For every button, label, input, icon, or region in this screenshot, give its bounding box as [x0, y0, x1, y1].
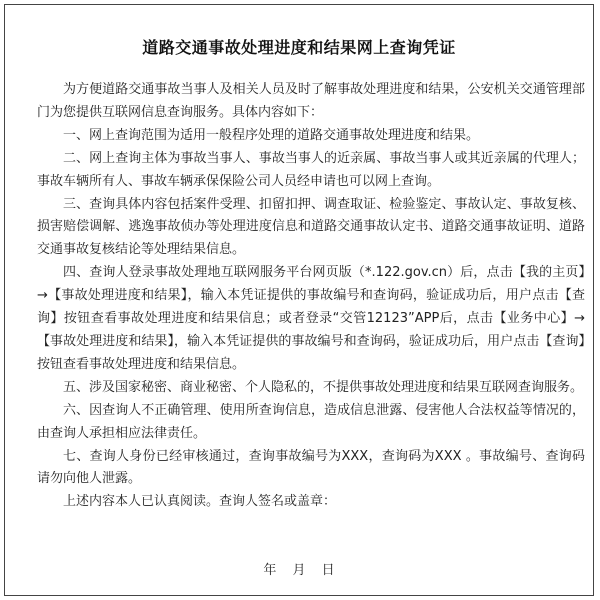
clause-6-liability: 六、因查询人不正确管理、使用所查询信息，造成信息泄露、侵害他人合法权益等情况的，由查询人承担相应法律责任。 [37, 402, 585, 441]
clause-7-credentials: 七、查询人身份已经审核通过，查询事故编号为XXX，查询码为XXX 。事故编号、查询码请勿向他人泄露。 [37, 448, 585, 487]
document-page [4, 4, 594, 596]
clause-5-exclusions: 五、涉及国家秘密、商业秘密、个人隐私的，不提供事故处理进度和结果互联网查询服务。 [63, 379, 584, 395]
signature-statement: 上述内容本人已认真阅读。查询人签名或盖章： [63, 494, 337, 510]
document-body [37, 79, 585, 514]
clause-3-content: 三、查询具体内容包括案件受理、扣留扣押、调查取证、检验鉴定、事故认定、事故复核、损害赔偿调解、逃逸事故侦办等处理进度信息和道路交通事故认定书、道路交通事故证明、道路交通事故复核结论等处理结果信息。 [37, 196, 585, 258]
clause-4-procedure: 四、查询人登录事故处理地互联网服务平台网页版（*.122.gov.cn）后，点击【我的主页】→【事故处理进度和结果】，输入本凭证提供的事故编号和查询码，验证成功后，用户点击【查询】按钮查看事故处理进度和结果信息；或者登录“交管12123”APP后，点击【业务中心】→【事故处理进度和结果】，输入本凭证提供的事故编号和查询码，验证成功后，用户点击【查询】按钮查看事故处理进度和结果信息。 [37, 265, 585, 372]
clause-1-scope: 一、网上查询范围为适用一般程序处理的道路交通事故处理进度和结果。 [63, 127, 480, 143]
document-title: 道路交通事故处理进度和结果网上查询凭证 [142, 38, 456, 57]
intro-paragraph: 为方便道路交通事故当事人及相关人员及时了解事故处理进度和结果，公安机关交通管理部门为您提供互联网信息查询服务。具体内容如下： [37, 82, 585, 120]
clause-2-subjects: 二、网上查询主体为事故当事人、事故当事人的近亲属、事故当事人或其近亲属的代理人；事故车辆所有人、事故车辆承保保险公司人员经申请也可以网上查询。 [37, 150, 585, 189]
date-line: 年 月 日 [263, 563, 335, 578]
